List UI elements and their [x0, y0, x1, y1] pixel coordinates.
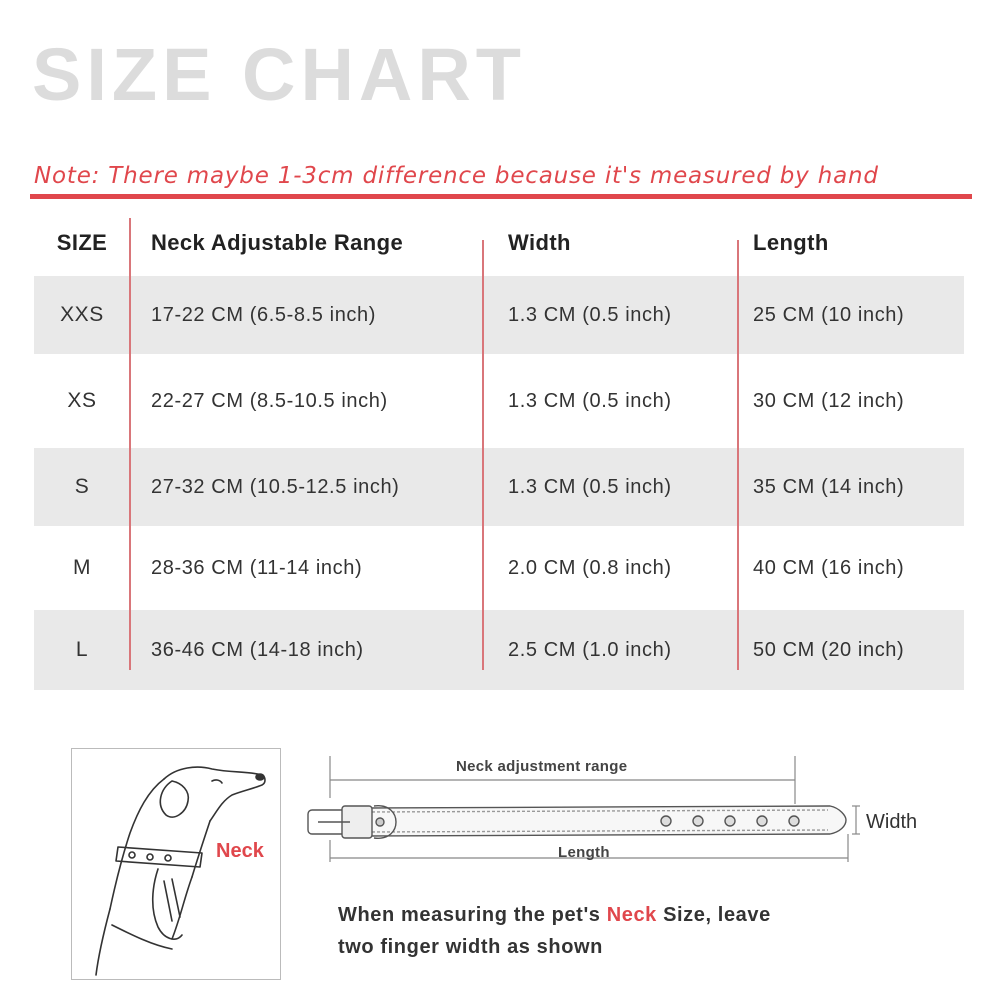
neck-label: Neck [216, 840, 264, 862]
dog-illustration [72, 749, 280, 979]
table-row [34, 610, 964, 690]
neck-adjustment-label: Neck adjustment range [456, 758, 628, 775]
width-label: Width [866, 811, 918, 833]
measurement-instructions [338, 899, 771, 963]
range-cell: 27-32 CM (10.5-12.5 inch) [151, 475, 400, 498]
size-cell: L [75, 638, 89, 661]
dog-illustration-frame [71, 748, 281, 980]
table-row [34, 526, 964, 610]
length-label: Length [558, 844, 610, 861]
header-size: SIZE [56, 230, 108, 255]
range-cell: 17-22 CM (6.5-8.5 inch) [151, 303, 377, 326]
column-divider [129, 218, 131, 670]
size-cell: S [74, 475, 90, 498]
size-cell: XS [67, 389, 97, 412]
header-length: Length [753, 230, 829, 255]
length-cell: 35 CM (14 inch) [753, 475, 905, 498]
header-width: Width [508, 230, 571, 255]
table-row [34, 276, 964, 354]
caption-text: Size, leave [656, 904, 771, 926]
caption-line-2: two finger width as shown [338, 936, 603, 958]
range-cell: 22-27 CM (8.5-10.5 inch) [151, 389, 388, 412]
range-cell: 36-46 CM (14-18 inch) [151, 638, 364, 661]
column-divider [482, 240, 484, 670]
length-cell: 50 CM (20 inch) [753, 638, 905, 661]
width-cell: 1.3 CM (0.5 inch) [508, 303, 672, 326]
table-row [34, 354, 964, 448]
note-divider [30, 194, 972, 199]
table-row [34, 448, 964, 526]
width-cell: 1.3 CM (0.5 inch) [508, 475, 672, 498]
range-cell: 28-36 CM (11-14 inch) [151, 556, 363, 579]
length-cell: 40 CM (16 inch) [753, 556, 905, 579]
length-cell: 25 CM (10 inch) [753, 303, 905, 326]
header-range: Neck Adjustable Range [151, 230, 404, 255]
width-cell: 2.5 CM (1.0 inch) [508, 638, 672, 661]
size-cell: M [72, 556, 92, 579]
caption-neck-highlight: Neck [606, 904, 657, 926]
width-cell: 2.0 CM (0.8 inch) [508, 556, 672, 579]
table-header-row [34, 210, 964, 276]
page-title: SIZE CHART [32, 33, 526, 116]
size-cell: XXS [60, 303, 104, 326]
width-cell: 1.3 CM (0.5 inch) [508, 389, 672, 412]
measurement-note: Note: There maybe 1-3cm difference because it's measured by hand [34, 163, 879, 189]
length-cell: 30 CM (12 inch) [753, 389, 905, 412]
caption-text: When measuring the pet's [338, 904, 607, 926]
column-divider [737, 240, 739, 670]
